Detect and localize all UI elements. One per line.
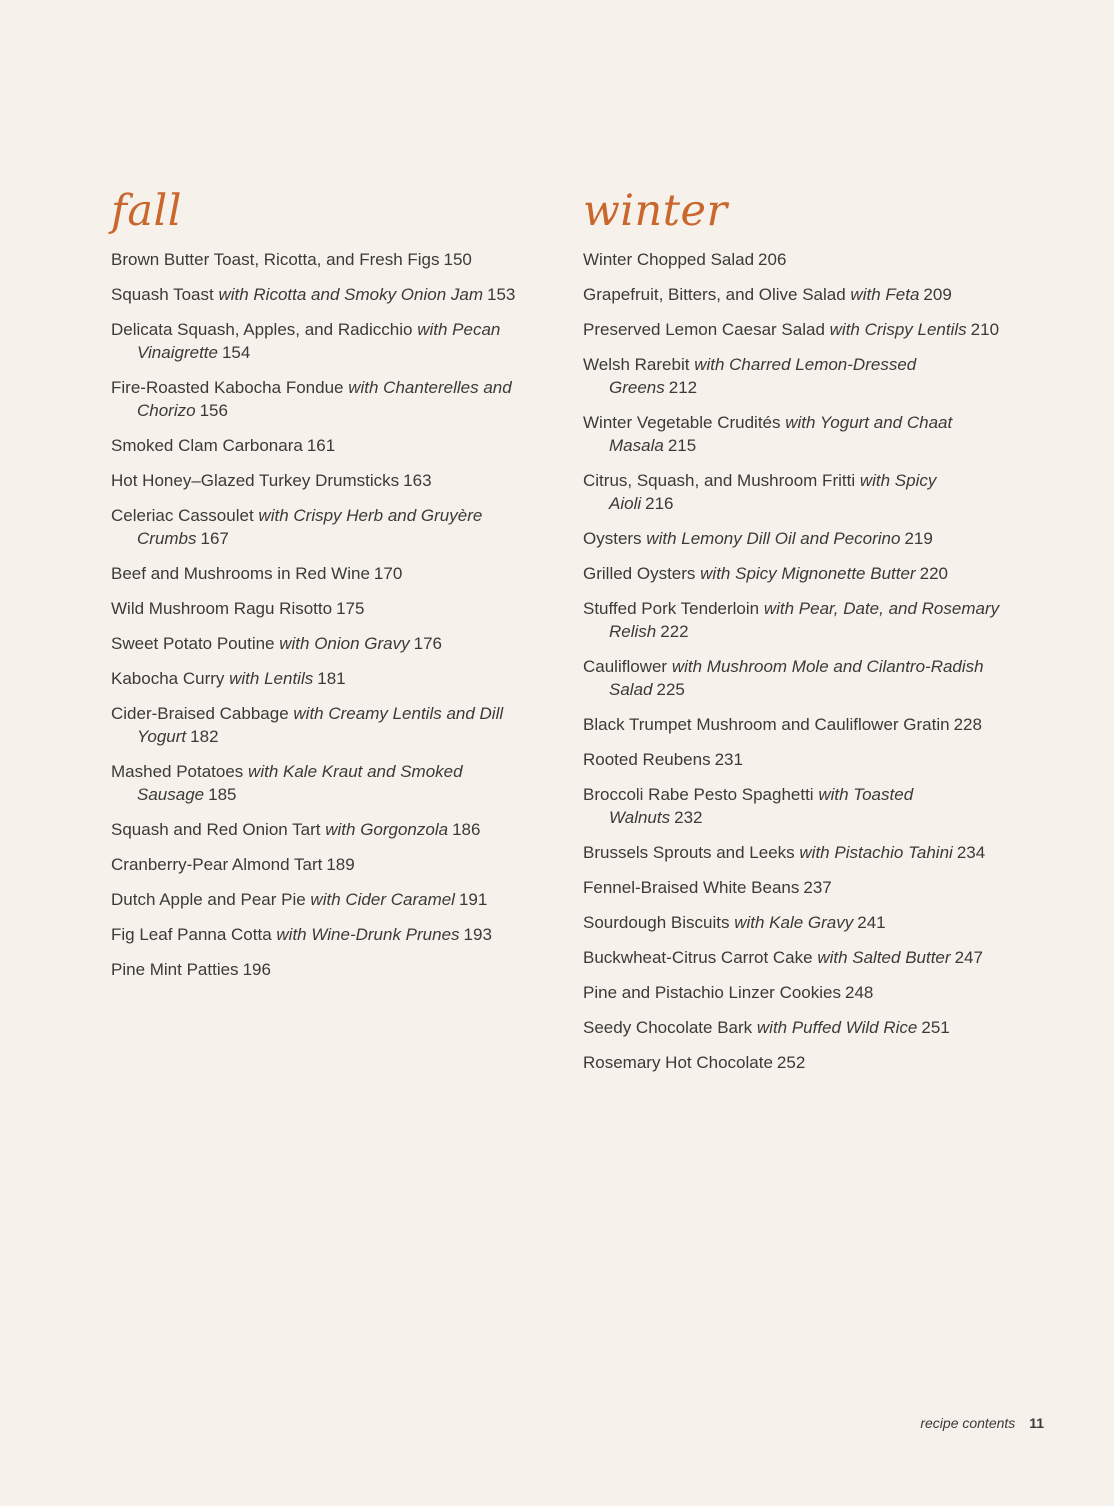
recipe-entry [583,748,1003,771]
recipe-page-number: 212 [668,378,698,397]
recipe-name: Winter Chopped Salad [583,250,755,269]
recipe-entry [111,818,551,841]
recipe-page-number: 225 [656,680,685,699]
recipe-name: Mashed Potatoes [111,762,244,781]
recipe-accompaniment: with Crispy Herb and Gruyère Crumbs [137,506,483,548]
recipe-page-number: 215 [667,436,697,455]
recipe-accompaniment: with Cider Caramel [310,890,455,909]
recipe-name: Celeriac Cassoulet [111,506,254,525]
recipe-name: Rooted Reubens [583,750,711,769]
recipe-entry [583,597,1003,643]
recipe-entry [583,911,1003,934]
recipe-name: Rosemary Hot Chocolate [583,1053,773,1072]
recipe-page-number: 241 [857,913,886,932]
recipe-name: Beef and Mushrooms in Red Wine [111,564,370,583]
recipe-entry [583,713,1003,736]
recipe-entry [111,504,551,550]
recipe-page-number: 232 [674,808,703,827]
recipe-name: Citrus, Squash, and Mushroom Fritti [583,471,856,490]
recipe-accompaniment: with Spicy Mignonette Butter [700,564,916,583]
recipe-page-number: 234 [956,843,986,862]
recipe-page-number: 176 [413,634,443,653]
recipe-entry [111,434,551,457]
recipe-name: Stuffed Pork Tenderloin [583,599,760,618]
recipe-entry [583,353,1003,399]
footer-label: recipe contents [920,1415,1016,1431]
recipe-name: Sourdough Biscuits [583,913,730,932]
recipe-page-number: 170 [373,564,403,583]
recipe-entry [111,888,551,911]
recipe-name: Winter Vegetable Crudités [583,413,781,432]
recipe-name: Grapefruit, Bitters, and Olive Salad [583,285,846,304]
recipe-page-number: 220 [919,564,948,583]
recipe-page-number: 185 [208,785,237,804]
recipe-accompaniment: with Gorgonzola [325,820,449,839]
recipe-name: Delicata Squash, Apples, and Radicchio [111,320,413,339]
recipe-entry [111,760,551,806]
recipe-accompaniment: with Onion Gravy [279,634,410,653]
recipe-entry [583,981,1003,1004]
page-number: 11 [1029,1415,1044,1431]
recipe-page-number: 189 [326,855,355,874]
recipe-page-number: 247 [954,948,983,967]
recipe-accompaniment: with Lemony Dill Oil and Pecorino [646,529,901,548]
recipe-entry [111,283,551,306]
winter-heading: winter [583,186,728,236]
recipe-page-number: 216 [645,494,674,513]
recipe-entry [111,562,551,585]
recipe-page-number: 167 [200,529,229,548]
recipe-entry [111,853,551,876]
recipe-page-number: 231 [714,750,743,769]
recipe-name: Wild Mushroom Ragu Risotto [111,599,333,618]
recipe-page-number: 209 [923,285,952,304]
recipe-name: Fig Leaf Panna Cotta [111,925,272,944]
recipe-page-number: 206 [758,250,787,269]
recipe-name: Cranberry-Pear Almond Tart [111,855,323,874]
recipe-page-number: 210 [970,320,1000,339]
recipe-name: Buckwheat-Citrus Carrot Cake [583,948,813,967]
recipe-entry [583,283,1003,306]
recipe-page-number: 237 [803,878,832,897]
recipe-entry [583,946,1003,969]
recipe-name: Squash and Red Onion Tart [111,820,321,839]
recipe-entry [583,411,1003,457]
recipe-entry [583,876,1003,899]
recipe-page-number: 163 [403,471,432,490]
recipe-name: Kabocha Curry [111,669,225,688]
recipe-page-number: 251 [921,1018,950,1037]
recipe-name: Oysters [583,529,642,548]
page-footer [920,1415,1044,1431]
recipe-accompaniment: with Toasted Walnuts [609,785,914,827]
recipe-page-number: 248 [844,983,874,1002]
recipe-accompaniment: with Spicy Aioli [609,471,937,513]
recipe-page-number: 181 [317,669,346,688]
recipe-page-number: 196 [242,960,271,979]
recipe-page-number: 182 [190,727,219,746]
recipe-accompaniment: with Pecan Vinaigrette [137,320,501,362]
recipe-accompaniment: with Yogurt and Chaat Masala [609,413,953,455]
recipe-entry [111,923,551,946]
recipe-entry [583,527,1003,550]
recipe-page-number: 193 [463,925,492,944]
recipe-entry [583,783,1003,829]
recipe-name: Pine Mint Patties [111,960,239,979]
recipe-name: Cider-Braised Cabbage [111,704,289,723]
recipe-entry [111,318,551,364]
recipe-name: Sweet Potato Poutine [111,634,275,653]
recipe-entry [583,248,1003,271]
recipe-entry [583,562,1003,585]
recipe-name: Cauliflower [583,657,668,676]
recipe-page-number: 150 [443,250,472,269]
fall-heading: fall [111,186,183,236]
recipe-accompaniment: with Ricotta and Smoky Onion Jam [218,285,484,304]
recipe-accompaniment: with Lentils [229,669,314,688]
recipe-accompaniment: with Chanterelles and Chorizo [137,378,512,420]
recipe-entry [111,597,551,620]
recipe-entry [111,376,551,422]
recipe-entry [111,248,551,271]
recipe-accompaniment: with Pistachio Tahini [799,843,953,862]
recipe-name: Fennel-Braised White Beans [583,878,800,897]
recipe-page-number: 153 [487,285,516,304]
recipe-entry [111,958,551,981]
recipe-page-number: 154 [221,343,251,362]
recipe-page-number: 186 [452,820,481,839]
recipe-accompaniment: with Kale Kraut and Smoked Sausage [137,762,463,804]
winter-recipe-list [583,248,1003,1074]
recipe-entry [583,841,1003,864]
fall-recipe-list [111,248,551,981]
recipe-accompaniment: with Creamy Lentils and Dill Yogurt [137,704,504,746]
recipe-entry [111,667,551,690]
recipe-name: Welsh Rarebit [583,355,690,374]
recipe-entry [583,655,1003,701]
recipe-entry [111,702,551,748]
recipe-page-number: 252 [776,1053,806,1072]
recipe-name: Brown Butter Toast, Ricotta, and Fresh Figs [111,250,440,269]
recipe-accompaniment: with Charred Lemon-Dressed Greens [609,355,917,397]
recipe-name: Seedy Chocolate Bark [583,1018,753,1037]
recipe-accompaniment: with Puffed Wild Rice [756,1018,918,1037]
winter-column [583,186,1003,1086]
recipe-name: Broccoli Rabe Pesto Spaghetti [583,785,814,804]
fall-column [111,186,551,993]
recipe-name: Black Trumpet Mushroom and Cauliflower Gratin [583,715,950,734]
recipe-entry [583,1051,1003,1074]
recipe-name: Preserved Lemon Caesar Salad [583,320,825,339]
recipe-accompaniment: with Feta [850,285,920,304]
recipe-name: Hot Honey–Glazed Turkey Drumsticks [111,471,400,490]
recipe-name: Grilled Oysters [583,564,696,583]
recipe-name: Brussels Sprouts and Leeks [583,843,795,862]
recipe-accompaniment: with Kale Gravy [734,913,854,932]
recipe-name: Smoked Clam Carbonara [111,436,303,455]
recipe-entry [583,1016,1003,1039]
recipe-accompaniment: with Wine-Drunk Prunes [276,925,460,944]
recipe-page-number: 228 [953,715,982,734]
recipe-page-number: 222 [660,622,689,641]
recipe-name: Squash Toast [111,285,214,304]
recipe-page-number: 175 [336,599,365,618]
recipe-accompaniment: with Pear, Date, and Rosemary Relish [609,599,1000,641]
recipe-entry [583,469,1003,515]
recipe-page-number: 161 [306,436,336,455]
recipe-accompaniment: with Crispy Lentils [829,320,967,339]
recipe-name: Pine and Pistachio Linzer Cookies [583,983,841,1002]
recipe-page-number: 191 [458,890,488,909]
recipe-entry [583,318,1003,341]
recipe-accompaniment: with Salted Butter [817,948,951,967]
recipe-page-number: 156 [199,401,228,420]
recipe-name: Dutch Apple and Pear Pie [111,890,306,909]
recipe-entry [111,632,551,655]
recipe-entry [111,469,551,492]
recipe-accompaniment: with Mushroom Mole and Cilantro-Radish Salad [609,657,984,699]
recipe-name: Fire-Roasted Kabocha Fondue [111,378,344,397]
recipe-page-number: 219 [904,529,933,548]
